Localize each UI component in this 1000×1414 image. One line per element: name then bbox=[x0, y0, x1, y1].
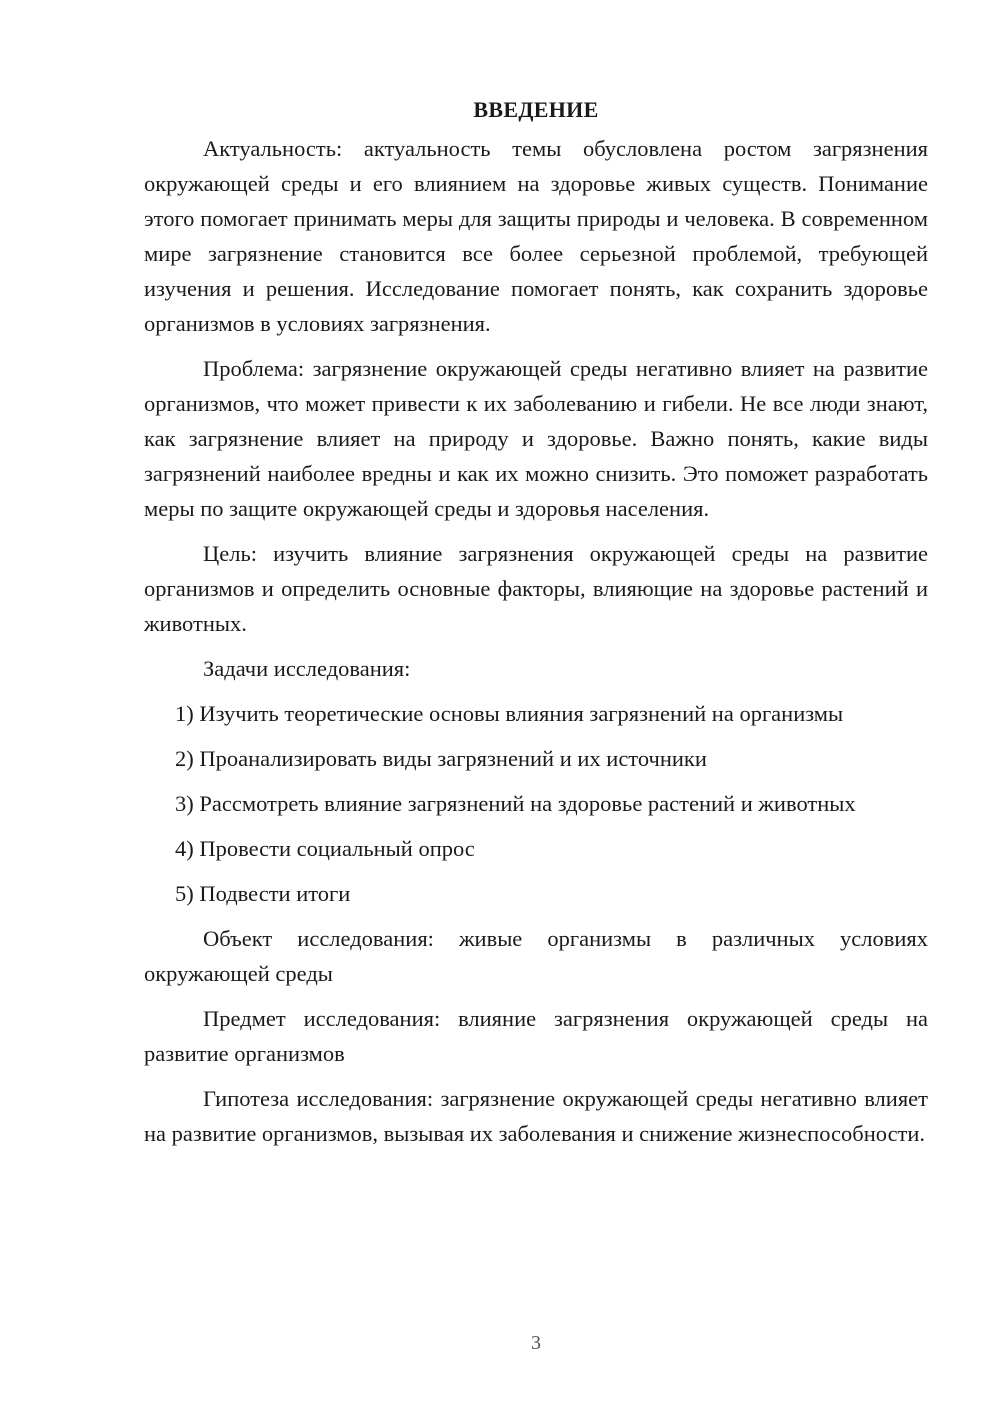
problem-paragraph: Проблема: загрязнение окружающей среды негативно влияет на развитие организмов, что может привести к их заболеванию и гибели. Не все люди знают, как загрязнение влияет на природу и здоровье. Важно понять, какие виды загрязнений наиболее вредны и как их можно снизить. Это поможет разработать меры по защите окружающей среды и здоровья населения. bbox=[144, 356, 928, 521]
document-page bbox=[144, 92, 928, 1161]
task-item: 4) Провести социальный опрос bbox=[175, 836, 475, 861]
task-item: 2) Проанализировать виды загрязнений и их источники bbox=[175, 746, 707, 771]
task-item: 1) Изучить теоретические основы влияния загрязнений на организмы bbox=[175, 701, 844, 726]
subject-paragraph: Предмет исследования: влияние загрязнения окружающей среды на развитие организмов bbox=[144, 1006, 928, 1066]
page-title: ВВЕДЕНИЕ bbox=[473, 97, 599, 122]
task-item: 5) Подвести итоги bbox=[175, 881, 351, 906]
hypothesis-paragraph: Гипотеза исследования: загрязнение окружающей среды негативно влияет на развитие организмов, вызывая их заболевания и снижение жизнеспособности. bbox=[144, 1086, 928, 1146]
task-item: 3) Рассмотреть влияние загрязнений на здоровье растений и животных bbox=[175, 791, 856, 816]
object-paragraph: Объект исследования: живые организмы в различных условиях окружающей среды bbox=[144, 926, 928, 986]
relevance-paragraph: Актуальность: актуальность темы обусловлена ростом загрязнения окружающей среды и его влиянием на здоровье живых существ. Понимание этого помогает принимать меры для защиты природы и человека. В современном мире загрязнение становится все более серьезной проблемой, требующей изучения и решения. Исследование помогает понять, как сохранить здоровье организмов в условиях загрязнения. bbox=[144, 136, 928, 336]
page-number: 3 bbox=[531, 1332, 541, 1354]
tasks-list bbox=[144, 696, 928, 911]
goal-paragraph: Цель: изучить влияние загрязнения окружающей среды на развитие организмов и определить основные факторы, влияющие на здоровье растений и животных. bbox=[144, 541, 928, 636]
tasks-heading: Задачи исследования: bbox=[203, 656, 411, 681]
